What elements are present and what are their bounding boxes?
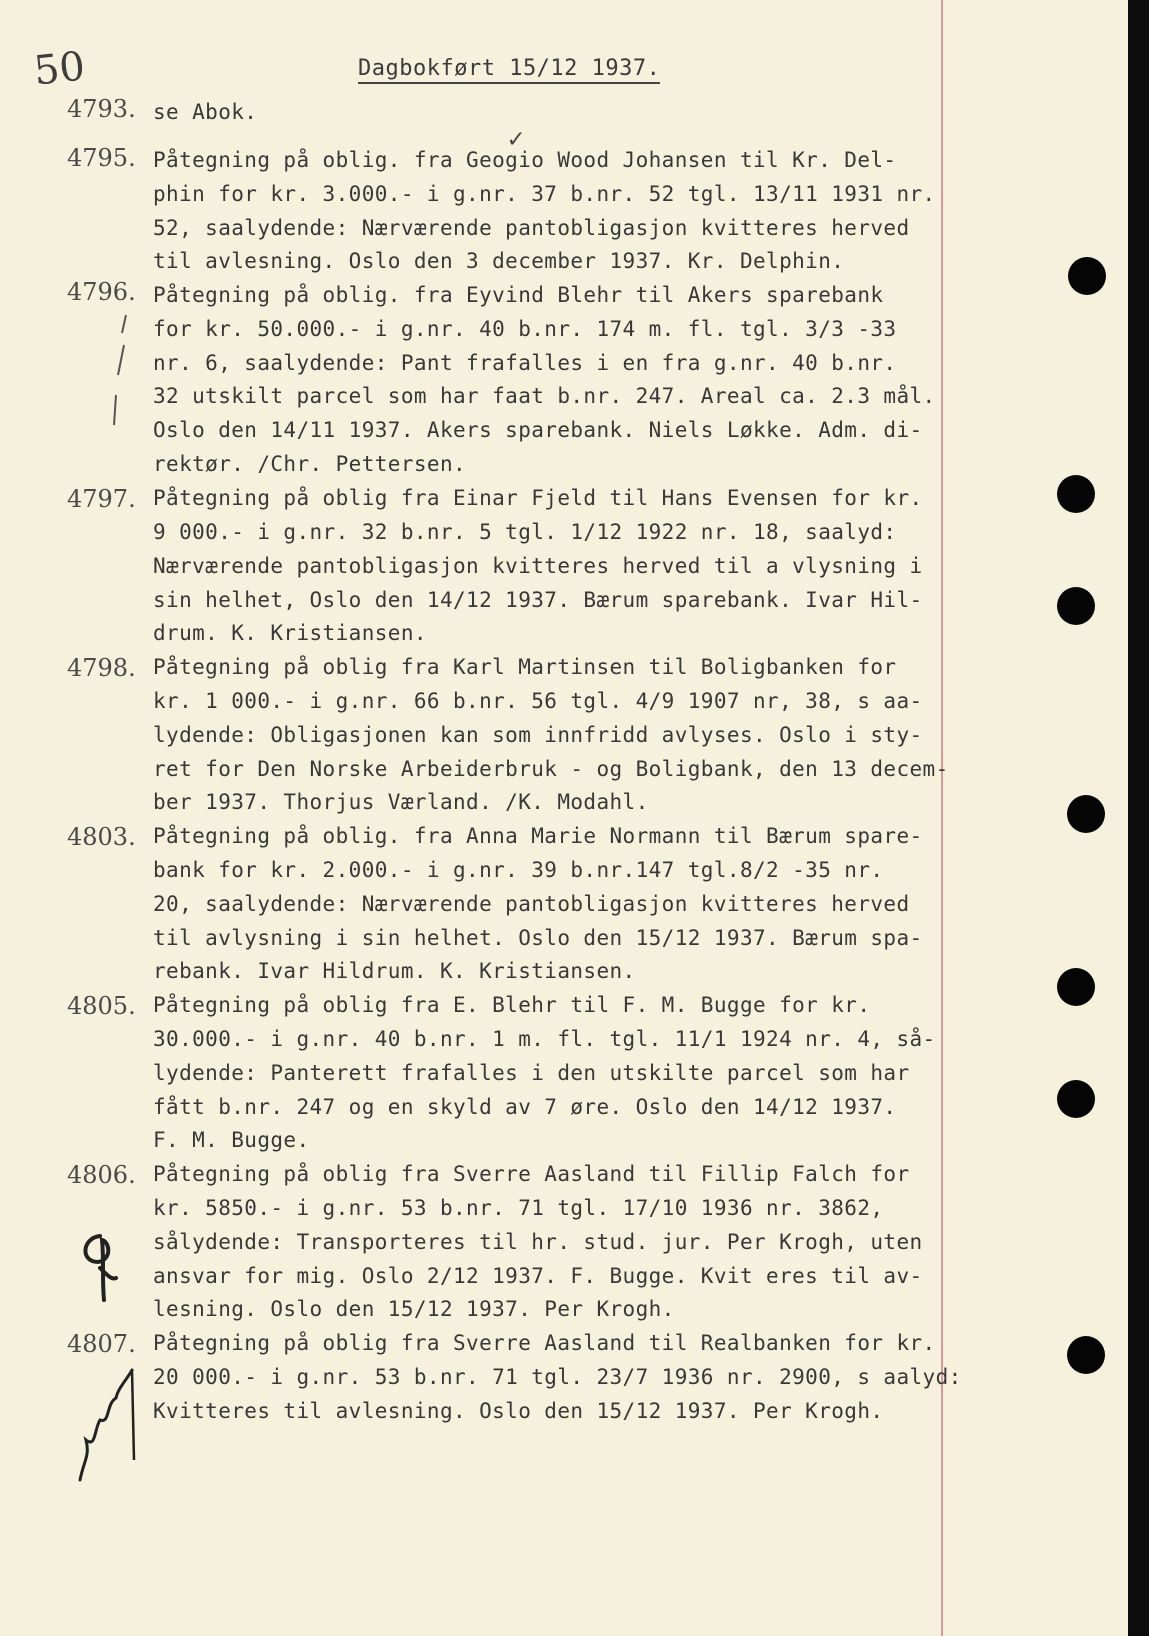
punch-hole: [1057, 968, 1095, 1006]
pencil-mark-icon: [108, 315, 138, 435]
text-line: kr. 5850.- i g.nr. 53 b.nr. 71 tgl. 17/10 1936 nr. 3862,: [153, 1196, 884, 1220]
text-line: ber 1937. Thorjus Værland. /K. Modahl.: [153, 790, 649, 814]
entry-number: 4803.: [67, 823, 136, 851]
text-line: Kvitteres til avlesning. Oslo den 15/12 1937. Per Krogh.: [153, 1399, 884, 1423]
check-mark-icon: ✓: [508, 124, 524, 154]
handwritten-signature-icon: [70, 1360, 150, 1500]
page-header: Dagbokført 15/12 1937.: [358, 56, 660, 84]
entry-number: 4793.: [67, 95, 136, 123]
punch-hole: [1067, 795, 1105, 833]
text-line: sålydende: Transporteres til hr. stud. jur. Per Krogh, uten: [153, 1230, 923, 1254]
text-line: rektør. /Chr. Pettersen.: [153, 452, 467, 476]
text-line: nr. 6, saalydende: Pant frafalles i en fra g.nr. 40 b.nr.: [153, 351, 897, 375]
text-line: Påtegning på oblig. fra Eyvind Blehr til Akers sparebank: [153, 283, 884, 307]
text-line: sin helhet, Oslo den 14/12 1937. Bærum sparebank. Ivar Hil-: [153, 588, 923, 612]
text-line: lydende: Panterett frafalles i den utskilte parcel som har: [153, 1061, 910, 1085]
text-line: F. M. Bugge.: [153, 1128, 310, 1152]
text-line: 9 000.- i g.nr. 32 b.nr. 5 tgl. 1/12 1922 nr. 18, saalyd:: [153, 520, 897, 544]
text-line: 32 utskilt parcel som har faat b.nr. 247. Areal ca. 2.3 mål.: [153, 384, 936, 408]
entry-number: 4795.: [67, 144, 136, 172]
text-line: lesning. Oslo den 15/12 1937. Per Krogh.: [153, 1297, 675, 1321]
text-line: for kr. 50.000.- i g.nr. 40 b.nr. 174 m. fl. tgl. 3/3 -33: [153, 317, 897, 341]
text-line: lydende: Obligasjonen kan som innfridd avlyses. Oslo i sty-: [153, 723, 923, 747]
text-line: Påtegning på oblig. fra Anna Marie Normann til Bærum spare-: [153, 824, 923, 848]
text-line: 20, saalydende: Nærværende pantobligasjon kvitteres herved: [153, 892, 910, 916]
text-line: til avlysning i sin helhet. Oslo den 15/12 1937. Bærum spa-: [153, 926, 923, 950]
entry-number: 4805.: [67, 992, 136, 1020]
text-line: drum. K. Kristiansen.: [153, 621, 427, 645]
text-line: fått b.nr. 247 og en skyld av 7 øre. Oslo den 14/12 1937.: [153, 1095, 897, 1119]
punch-hole: [1067, 1336, 1105, 1374]
text-line: kr. 1 000.- i g.nr. 66 b.nr. 56 tgl. 4/9 1907 nr, 38, s aa-: [153, 689, 923, 713]
margin-rule: [941, 0, 943, 1636]
text-line: Påtegning på oblig fra Sverre Aasland til Realbanken for kr.: [153, 1331, 936, 1355]
text-line: 20 000.- i g.nr. 53 b.nr. 71 tgl. 23/7 1936 nr. 2900, s aalyd:: [153, 1365, 962, 1389]
text-line: rebank. Ivar Hildrum. K. Kristiansen.: [153, 959, 636, 983]
entry-number: 4807.: [67, 1330, 136, 1358]
text-line: Påtegning på oblig fra Einar Fjeld til Hans Evensen for kr.: [153, 486, 923, 510]
text-line: 52, saalydende: Nærværende pantobligasjon kvitteres herved: [153, 216, 910, 240]
entry-number: 4806.: [67, 1161, 136, 1189]
punch-hole: [1068, 257, 1106, 295]
entry-number: 4797.: [67, 485, 136, 513]
text-line: ret for Den Norske Arbeiderbruk - og Boligbank, den 13 decem-: [153, 757, 949, 781]
text-line: phin for kr. 3.000.- i g.nr. 37 b.nr. 52 tgl. 13/11 1931 nr.: [153, 182, 936, 206]
text-line: Oslo den 14/11 1937. Akers sparebank. Niels Løkke. Adm. di-: [153, 418, 923, 442]
text-line: Påtegning på oblig fra E. Blehr til F. M. Bugge for kr.: [153, 993, 871, 1017]
text-line: 30.000.- i g.nr. 40 b.nr. 1 m. fl. tgl. 11/1 1924 nr. 4, så-: [153, 1027, 936, 1051]
text-line: bank for kr. 2.000.- i g.nr. 39 b.nr.147 tgl.8/2 -35 nr.: [153, 858, 884, 882]
text-line: til avlesning. Oslo den 3 december 1937. Kr. Delphin.: [153, 249, 845, 273]
entry-number: 4798.: [67, 654, 136, 682]
text-line: Nærværende pantobligasjon kvitteres herved til a vlysning i: [153, 554, 923, 578]
text-line: Påtegning på oblig. fra Geogio Wood Johansen til Kr. Del-: [153, 148, 897, 172]
entry-number: 4796.: [67, 278, 136, 306]
text-line: Påtegning på oblig fra Sverre Aasland til Fillip Falch for: [153, 1162, 910, 1186]
text-line: ansvar for mig. Oslo 2/12 1937. F. Bugge. Kvit eres til av-: [153, 1264, 923, 1288]
page-number: 50: [31, 43, 88, 95]
text-line: Påtegning på oblig fra Karl Martinsen til Boligbanken for: [153, 655, 897, 679]
text-line: se Abok.: [153, 100, 258, 124]
punch-hole: [1057, 587, 1095, 625]
handwritten-mark-icon: [70, 1228, 130, 1308]
punch-hole: [1057, 475, 1095, 513]
punch-hole: [1057, 1080, 1095, 1118]
